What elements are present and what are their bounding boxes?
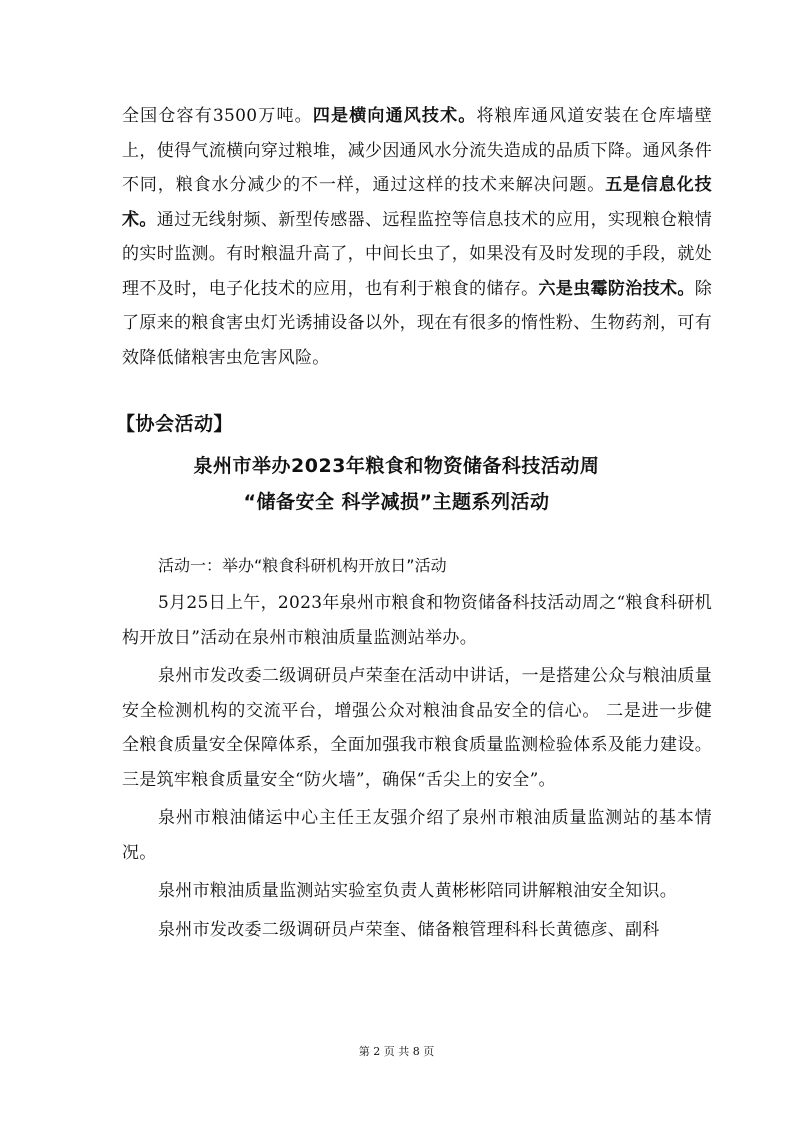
text-run: 通过无线射频、新型传感器、远程监控等信息技术的应用，实现粮仓粮情的实时监测。有时粮温升高了，中间长虫了，如果没有及时发现的手段，就处理不及时，电子化技术的应用，也有利于粮食的储存。	[122, 209, 712, 299]
activity-heading: 活动一：举办“粮食科研机构开放日”活动	[158, 556, 447, 575]
text-run: 将粮库通风道安装在仓库墙壁上，使得气流横向穿过粮堆，减少因通风水分流失造成的品质下降。通风条件不同，粮食水分减少的不一样，通过这样的技术来解决问题。	[122, 106, 712, 195]
activity-paragraphs	[122, 586, 712, 951]
page-footer: 第 2 页 共 8 页	[358, 1045, 435, 1058]
bold-point-six: 六是虫霉防治技术。	[538, 278, 695, 299]
bold-point-five: 五是信息化技术。	[122, 175, 712, 230]
paragraph: 泉州市粮油储运中心主任王友强介绍了泉州市粮油质量监测站的基本情况。	[122, 808, 712, 863]
article-title-line2: “储备安全 科学减损”主题系列活动	[243, 491, 550, 513]
text-run: 全国仓容有3500万吨。	[122, 106, 313, 126]
section-heading: 【协会活动】	[116, 413, 234, 435]
paragraph: 5月25日上午，2023年泉州市粮食和物资储备科技活动周之“粮食科研机构开放日”活动在泉州市粮油质量监测站举办。	[122, 593, 712, 648]
bold-point-four: 四是横向通风技术。	[312, 106, 477, 126]
paragraph: 泉州市发改委二级调研员卢荣奎在活动中讲话，一是搭建公众与粮油质量安全检测机构的交流平台，增强公众对粮油食品安全的信心。 二是进一步健全粮食质量安全保障体系，全面加强我市粮食质量监测检验体系及能力建设。三是筑牢粮食质量安全“防火墙”，确保“舌尖上的安全”。	[122, 666, 712, 790]
paragraph: 泉州市发改委二级调研员卢荣奎、储备粮管理科科长黄德彦、副科	[158, 919, 660, 940]
article-title-line1: 泉州市举办2023年粮食和物资储备科技活动周	[193, 455, 600, 477]
continued-paragraph-block	[122, 99, 712, 375]
text-run: 除了原来的粮食害虫灯光诱捕设备以外，现在有很多的惰性粉、生物药剂，可有效降低储粮害虫危害风险。	[122, 278, 712, 368]
paragraph: 泉州市粮油质量监测站实验室负责人黄彬彬陪同讲解粮油安全知识。	[158, 881, 677, 901]
continued-paragraph	[122, 99, 712, 375]
